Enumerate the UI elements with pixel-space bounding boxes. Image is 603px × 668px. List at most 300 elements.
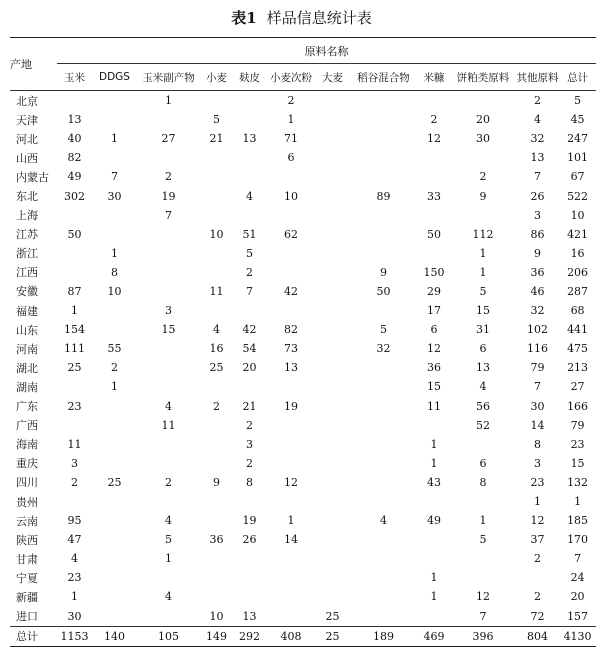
value-cell: 1: [430, 571, 438, 585]
value-cell: 50: [427, 227, 441, 241]
value-cell: 40: [67, 132, 82, 146]
value-cell: 7: [165, 208, 172, 222]
value-cell: [200, 568, 233, 587]
value-cell: 51: [242, 227, 257, 241]
value-cell: 67: [570, 170, 585, 184]
value-cell: 1: [287, 514, 295, 528]
value-cell: 13: [242, 609, 257, 623]
value-cell: 7: [534, 170, 541, 184]
table-row: [10, 339, 596, 358]
value-cell: 441: [567, 323, 589, 337]
value-cell: 19: [161, 189, 176, 203]
value-cell: [92, 511, 137, 530]
value-cell: 9: [213, 475, 220, 489]
value-cell: [266, 301, 316, 320]
region-cell: 内蒙古: [16, 170, 49, 184]
value-cell: 132: [567, 475, 589, 489]
value-cell: [266, 568, 316, 587]
region-cell: 甘肃: [16, 552, 38, 566]
value-cell: [450, 148, 516, 167]
value-cell: 8: [111, 265, 118, 279]
value-cell: [418, 148, 450, 167]
value-cell: [316, 244, 349, 263]
value-cell: [266, 377, 316, 396]
value-cell: [349, 301, 418, 320]
table-row: [10, 587, 596, 606]
value-cell: 25: [316, 626, 349, 646]
value-cell: 1: [479, 514, 487, 528]
value-cell: 32: [530, 304, 545, 318]
value-cell: [316, 416, 349, 435]
table-row: [10, 358, 596, 377]
value-cell: 36: [209, 533, 224, 547]
region-cell: 湖南: [16, 380, 38, 394]
value-cell: 2: [430, 113, 438, 127]
value-cell: [349, 129, 418, 148]
value-cell: 475: [567, 342, 589, 356]
value-cell: [200, 587, 233, 606]
value-cell: 111: [64, 342, 85, 356]
region-cell: 海南: [16, 438, 38, 452]
region-cell: 宁夏: [16, 571, 38, 585]
value-cell: [137, 225, 200, 244]
value-cell: 5: [213, 113, 220, 127]
table-row: [10, 225, 596, 244]
value-cell: [92, 110, 137, 129]
value-cell: [349, 416, 418, 435]
value-cell: 2: [213, 399, 220, 413]
table-row: [10, 129, 596, 148]
value-cell: [316, 206, 349, 225]
value-cell: 26: [530, 189, 545, 203]
value-cell: [92, 91, 137, 111]
value-cell: 292: [233, 626, 266, 646]
value-cell: [418, 549, 450, 568]
value-cell: 89: [376, 189, 391, 203]
value-cell: [200, 301, 233, 320]
column-header: 小麦次粉: [266, 64, 316, 91]
value-cell: 2: [287, 94, 295, 108]
value-cell: 2: [165, 475, 172, 489]
region-cell: 贵州: [16, 495, 38, 509]
value-cell: [57, 416, 92, 435]
value-cell: [349, 167, 418, 186]
table-row: [10, 397, 596, 416]
value-cell: [200, 492, 233, 511]
value-cell: 1: [71, 304, 78, 318]
value-cell: 6: [479, 342, 487, 356]
value-cell: 50: [376, 284, 391, 298]
value-cell: [266, 435, 316, 454]
value-cell: [200, 91, 233, 111]
value-cell: [266, 263, 316, 282]
value-cell: 1: [111, 246, 118, 260]
value-cell: [349, 454, 418, 473]
value-cell: 50: [67, 227, 82, 241]
value-cell: [137, 377, 200, 396]
table-row: [10, 320, 596, 339]
value-cell: [316, 320, 349, 339]
value-cell: [233, 167, 266, 186]
value-cell: 30: [67, 609, 82, 623]
value-cell: 23: [67, 399, 82, 413]
value-cell: 247: [567, 132, 589, 146]
value-cell: 33: [427, 189, 441, 203]
value-cell: [266, 492, 316, 511]
value-cell: [57, 206, 92, 225]
table-row: [10, 549, 596, 568]
value-cell: 16: [570, 246, 585, 260]
value-cell: 287: [567, 284, 589, 298]
value-cell: [200, 416, 233, 435]
value-cell: [450, 91, 516, 111]
value-cell: 20: [242, 361, 257, 375]
value-cell: [57, 492, 92, 511]
value-cell: [349, 397, 418, 416]
value-cell: 5: [479, 533, 487, 547]
value-cell: 469: [418, 626, 450, 646]
value-cell: 10: [570, 208, 585, 222]
value-cell: 26: [242, 533, 257, 547]
table-row: [10, 492, 596, 511]
value-cell: [92, 530, 137, 549]
value-cell: 95: [67, 514, 82, 528]
value-cell: 149: [200, 626, 233, 646]
value-cell: [349, 492, 418, 511]
value-cell: 23: [67, 571, 82, 585]
value-cell: 23: [570, 437, 585, 451]
value-cell: 15: [161, 323, 176, 337]
value-cell: [316, 129, 349, 148]
region-cell: 进口: [16, 610, 38, 624]
value-cell: [418, 416, 450, 435]
value-cell: [92, 148, 137, 167]
value-cell: [418, 607, 450, 627]
value-cell: [349, 549, 418, 568]
value-cell: 2: [534, 590, 541, 604]
value-cell: 4: [479, 380, 487, 394]
value-cell: 7: [534, 380, 541, 394]
value-cell: [137, 148, 200, 167]
value-cell: 11: [67, 437, 82, 451]
value-cell: [418, 492, 450, 511]
value-cell: [418, 91, 450, 111]
value-cell: 15: [570, 456, 585, 470]
value-cell: [92, 320, 137, 339]
column-header: 其他原料: [516, 64, 559, 91]
value-cell: [233, 148, 266, 167]
value-cell: 189: [349, 626, 418, 646]
value-cell: 72: [530, 609, 545, 623]
value-cell: [316, 148, 349, 167]
value-cell: [266, 416, 316, 435]
value-cell: 3: [246, 437, 253, 451]
value-cell: 62: [284, 227, 298, 241]
value-cell: 49: [427, 514, 441, 528]
region-cell: 浙江: [16, 247, 38, 261]
value-cell: [418, 244, 450, 263]
value-cell: [137, 339, 200, 358]
value-cell: 408: [266, 626, 316, 646]
value-cell: 19: [284, 399, 298, 413]
value-cell: [450, 549, 516, 568]
value-cell: 12: [476, 590, 490, 604]
value-cell: 10: [107, 284, 122, 298]
value-cell: 10: [209, 227, 224, 241]
value-cell: 1: [287, 113, 295, 127]
value-cell: [316, 263, 349, 282]
value-cell: 17: [427, 304, 441, 318]
value-cell: 1: [111, 380, 118, 394]
column-header: 稻谷混合物: [349, 64, 418, 91]
value-cell: [450, 206, 516, 225]
value-cell: 1: [479, 246, 487, 260]
value-cell: 5: [246, 246, 253, 260]
value-cell: 10: [209, 609, 224, 623]
table-row: [10, 244, 596, 263]
value-cell: 12: [427, 342, 441, 356]
value-cell: [266, 549, 316, 568]
value-cell: [349, 473, 418, 492]
value-cell: 13: [530, 151, 545, 165]
value-cell: 25: [209, 361, 224, 375]
value-cell: 25: [67, 361, 82, 375]
value-cell: [316, 397, 349, 416]
value-cell: 15: [427, 380, 441, 394]
value-cell: 73: [284, 342, 298, 356]
value-cell: 12: [530, 514, 545, 528]
value-cell: [233, 549, 266, 568]
value-cell: [92, 549, 137, 568]
value-cell: [200, 511, 233, 530]
value-cell: 140: [92, 626, 137, 646]
value-cell: 7: [479, 609, 487, 623]
value-cell: 3: [71, 456, 78, 470]
value-cell: [137, 492, 200, 511]
value-cell: [316, 301, 349, 320]
value-cell: 36: [427, 361, 441, 375]
value-cell: [418, 530, 450, 549]
value-cell: 206: [567, 265, 589, 279]
value-cell: 1153: [57, 626, 92, 646]
value-cell: 14: [284, 533, 298, 547]
value-cell: [316, 492, 349, 511]
value-cell: 3: [534, 208, 541, 222]
value-cell: 13: [242, 132, 257, 146]
value-cell: 24: [570, 571, 585, 585]
table-row: [10, 148, 596, 167]
value-cell: [349, 530, 418, 549]
value-cell: [137, 110, 200, 129]
value-cell: [92, 492, 137, 511]
value-cell: [316, 473, 349, 492]
value-cell: 23: [530, 475, 545, 489]
value-cell: 55: [107, 342, 122, 356]
value-cell: [92, 416, 137, 435]
value-cell: [137, 244, 200, 263]
value-cell: [316, 549, 349, 568]
column-header: 饼粕类原料: [450, 64, 516, 91]
value-cell: [349, 358, 418, 377]
value-cell: [200, 549, 233, 568]
value-cell: 27: [570, 380, 585, 394]
table-row: [10, 607, 596, 627]
value-cell: 46: [530, 284, 545, 298]
value-cell: 302: [64, 189, 85, 203]
value-cell: 52: [476, 418, 490, 432]
value-cell: [137, 568, 200, 587]
value-cell: 7: [574, 552, 582, 566]
value-cell: 4: [534, 113, 541, 127]
region-cell: 安徽: [16, 285, 38, 299]
value-cell: 37: [530, 533, 545, 547]
value-cell: 6: [430, 323, 438, 337]
value-cell: 15: [476, 304, 490, 318]
value-cell: [137, 435, 200, 454]
value-cell: 8: [246, 475, 253, 489]
value-cell: 3: [534, 456, 541, 470]
table-row: [10, 263, 596, 282]
value-cell: [200, 435, 233, 454]
column-header: DDGS: [92, 64, 137, 91]
table-row: [10, 454, 596, 473]
value-cell: [349, 587, 418, 606]
value-cell: 86: [530, 227, 545, 241]
value-cell: 4: [71, 552, 78, 566]
table-row: [10, 282, 596, 301]
region-cell: 山西: [16, 151, 38, 165]
value-cell: [450, 435, 516, 454]
value-cell: [233, 206, 266, 225]
value-cell: 2: [111, 361, 118, 375]
value-cell: 12: [427, 132, 441, 146]
value-cell: 2: [246, 456, 253, 470]
value-cell: [316, 511, 349, 530]
value-cell: 54: [242, 342, 257, 356]
value-cell: 21: [209, 132, 224, 146]
value-cell: 804: [516, 626, 559, 646]
value-cell: 1: [165, 94, 172, 108]
value-cell: [316, 530, 349, 549]
value-cell: [266, 206, 316, 225]
value-cell: 7: [111, 170, 118, 184]
value-cell: [200, 206, 233, 225]
value-cell: 79: [570, 418, 585, 432]
value-cell: 43: [427, 475, 441, 489]
value-cell: 105: [137, 626, 200, 646]
value-cell: 42: [284, 284, 298, 298]
value-cell: [266, 587, 316, 606]
value-cell: [349, 206, 418, 225]
region-cell: 陕西: [16, 533, 38, 547]
table-row: [10, 206, 596, 225]
value-cell: 157: [567, 609, 589, 623]
total-row: [10, 626, 596, 646]
value-cell: [266, 607, 316, 627]
value-cell: 68: [570, 304, 585, 318]
region-cell: 东北: [16, 190, 38, 204]
value-cell: 14: [530, 418, 545, 432]
value-cell: 13: [67, 113, 82, 127]
value-cell: 32: [376, 342, 391, 356]
region-cell: 江苏: [16, 228, 38, 242]
value-cell: 16: [209, 342, 224, 356]
value-cell: 8: [479, 475, 487, 489]
value-cell: 42: [242, 323, 257, 337]
value-cell: [349, 435, 418, 454]
value-cell: 1: [574, 495, 582, 509]
value-cell: 170: [567, 533, 589, 547]
value-cell: [316, 339, 349, 358]
value-cell: 1: [534, 495, 541, 509]
value-cell: 30: [530, 399, 545, 413]
value-cell: 2: [246, 418, 253, 432]
caption-number: 表1: [231, 9, 257, 27]
value-cell: 1: [71, 590, 78, 604]
value-cell: 11: [209, 284, 224, 298]
region-cell: 福建: [16, 304, 38, 318]
value-cell: [316, 568, 349, 587]
table-row: [10, 416, 596, 435]
value-cell: [349, 377, 418, 396]
value-cell: [200, 167, 233, 186]
value-cell: [200, 186, 233, 205]
column-header: 玉米副产物: [137, 64, 200, 91]
value-cell: [349, 110, 418, 129]
value-cell: 13: [284, 361, 298, 375]
value-cell: 5: [165, 533, 172, 547]
value-cell: [233, 110, 266, 129]
value-cell: [233, 91, 266, 111]
column-header: 小麦: [200, 64, 233, 91]
value-cell: [233, 492, 266, 511]
value-cell: [200, 263, 233, 282]
value-cell: 45: [570, 113, 585, 127]
value-cell: 5: [380, 323, 387, 337]
value-cell: 3: [165, 304, 172, 318]
source-group-header: 原料名称: [57, 38, 596, 64]
value-cell: [92, 225, 137, 244]
value-cell: 1: [430, 456, 438, 470]
value-cell: 4: [213, 323, 220, 337]
region-cell: 湖北: [16, 361, 38, 375]
value-cell: [316, 377, 349, 396]
value-cell: [200, 148, 233, 167]
region-cell: 云南: [16, 514, 38, 528]
value-cell: 2: [165, 170, 172, 184]
value-cell: [316, 454, 349, 473]
value-cell: [316, 225, 349, 244]
value-cell: [516, 568, 559, 587]
value-cell: 1: [111, 132, 118, 146]
value-cell: 6: [287, 151, 295, 165]
value-cell: [137, 263, 200, 282]
value-cell: 29: [427, 284, 441, 298]
column-header: 玉米: [57, 64, 92, 91]
value-cell: [137, 282, 200, 301]
value-cell: 30: [476, 132, 490, 146]
value-cell: 102: [527, 323, 548, 337]
value-cell: 19: [242, 514, 257, 528]
table-row: [10, 301, 596, 320]
region-cell: 江西: [16, 266, 38, 280]
value-cell: 87: [67, 284, 82, 298]
value-cell: [92, 587, 137, 606]
value-cell: [137, 454, 200, 473]
value-cell: 2: [71, 475, 78, 489]
value-cell: 112: [472, 227, 494, 241]
value-cell: 30: [107, 189, 122, 203]
